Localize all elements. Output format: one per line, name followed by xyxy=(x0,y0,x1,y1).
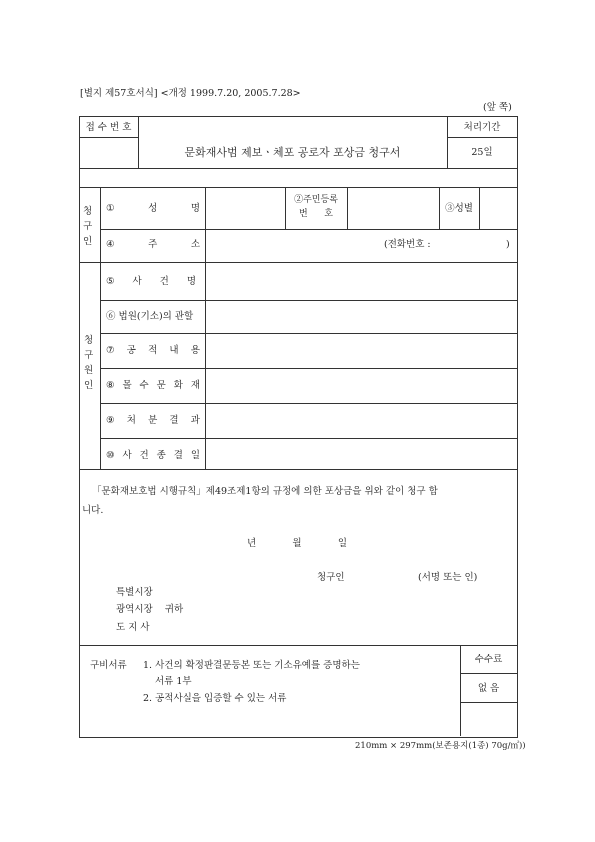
phone-label: (전화번호 : xyxy=(384,239,431,250)
court-jurisdiction-field[interactable] xyxy=(206,302,515,332)
declaration-date: 년 월 일 xyxy=(247,538,347,549)
processing-period-value: 25일 xyxy=(471,147,493,158)
phone-close: ) xyxy=(506,239,510,250)
address-label: ④ 주 소 xyxy=(106,239,200,250)
addressee-governor: 도 지 사 xyxy=(116,622,150,633)
name-field[interactable] xyxy=(206,189,284,228)
signature-note: (서명 또는 인) xyxy=(418,572,478,583)
name-label: ① 성 명 xyxy=(106,203,200,214)
addressee-metropolitan-mayor: 특별시장 xyxy=(116,587,153,598)
disposition-result-field[interactable] xyxy=(206,405,515,437)
fee-value: 없 음 xyxy=(477,683,500,694)
case-closing-date-field[interactable] xyxy=(206,440,515,468)
claimant-section-label: 청 구 인 xyxy=(83,206,93,247)
declaration-text-line2: 니다. xyxy=(82,505,104,516)
reason-section-label: 청 구 원 인 xyxy=(84,335,94,391)
court-jurisdiction-label: ⑥ 법원(기소)의 관할 xyxy=(106,311,194,322)
confiscated-heritage-field[interactable] xyxy=(206,370,515,402)
required-document-1-cont: 서류 1부 xyxy=(155,676,192,687)
case-name-field[interactable] xyxy=(206,264,515,299)
paper-spec: 210mm × 297mm(보존용지(1종) 70g/㎡)) xyxy=(355,741,526,751)
case-name-label: ⑤ 사 건 명 xyxy=(106,276,196,287)
gender-label: ③성별 xyxy=(445,203,473,214)
page-side-label: (앞 쪽) xyxy=(483,102,512,113)
declaration-text-line1: 「문화재보호법 시행규칙」제49조제1항의 규정에 의한 포상금을 위와 같이 청구 합 xyxy=(92,486,438,497)
rrn-label: ②주민등록 번 호 xyxy=(294,195,338,219)
disposition-result-label: ⑨ 처 분 결 과 xyxy=(106,415,200,426)
confiscated-heritage-label: ⑧ 몰 수 문 화 재 xyxy=(106,380,200,391)
receipt-number-label: 접 수 번 호 xyxy=(85,122,132,133)
processing-period-label: 처리기간 xyxy=(463,122,501,133)
required-document-1: 1. 사건의 확정판결문등본 또는 기소유예를 증명하는 xyxy=(143,660,360,671)
merit-details-field[interactable] xyxy=(206,335,515,367)
fee-label: 수수료 xyxy=(474,654,503,665)
required-documents-label: 구비서류 xyxy=(90,660,127,671)
claimant-sign-label: 청구인 xyxy=(317,572,345,583)
rrn-field[interactable] xyxy=(348,189,438,228)
case-closing-date-label: ⑩ 사 건 종 결 일 xyxy=(106,450,200,461)
merit-details-label: ⑦ 공 적 내 용 xyxy=(106,345,200,356)
required-document-2: 2. 공적사실을 입증할 수 있는 서류 xyxy=(143,693,287,704)
form-reference: [별지 제57호서식] <개정 1999.7.20, 2005.7.28> xyxy=(80,88,301,99)
gender-field[interactable] xyxy=(480,189,515,228)
form-title: 문화재사범 제보ㆍ체포 공로자 포상금 청구서 xyxy=(184,146,401,159)
addressee-city-mayor: 광역시장 귀하 xyxy=(116,604,184,615)
